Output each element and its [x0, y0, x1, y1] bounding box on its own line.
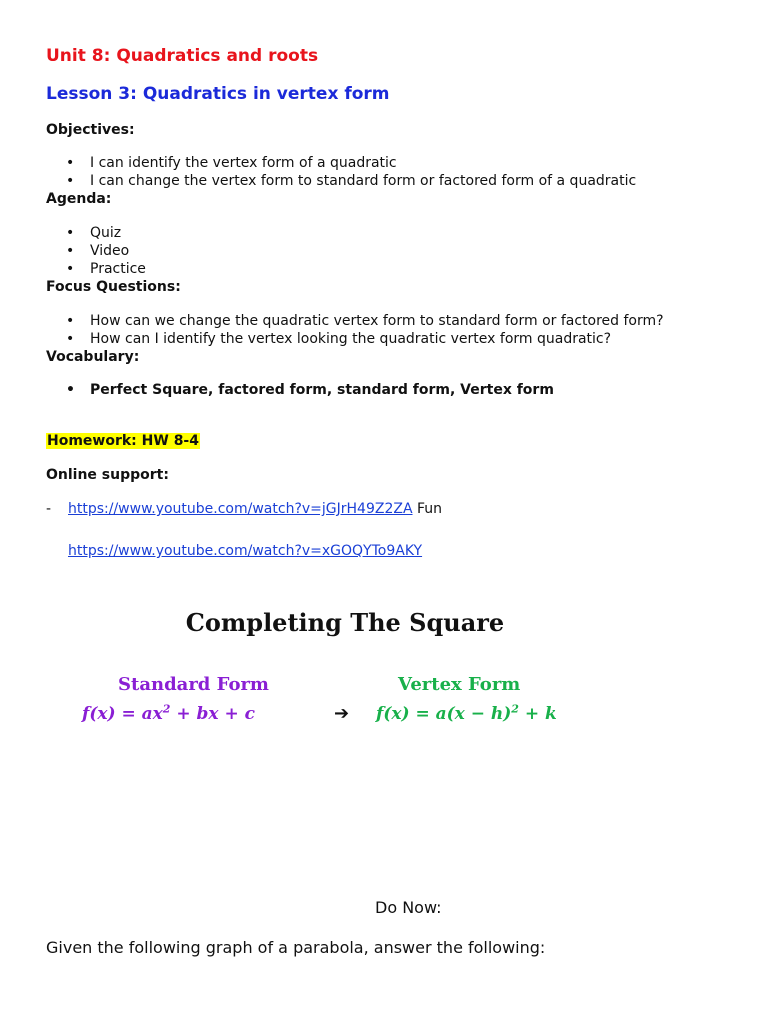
- equation-part: f(x) = a(x − h): [376, 704, 512, 724]
- equation-part: f(x) = ax: [82, 704, 163, 724]
- agenda-list: [64, 224, 146, 278]
- objectives-label: Objectives:: [46, 122, 135, 138]
- link-suffix: Fun: [416, 501, 443, 517]
- equation-exponent: 2: [162, 702, 171, 716]
- equation-part: + k: [518, 704, 557, 724]
- do-now-prompt: Given the following graph of a parabola, answer the following:: [46, 938, 546, 957]
- list-item: • I can identify the vertex form of a quadratic: [64, 154, 636, 172]
- list-dash: -: [46, 501, 52, 517]
- list-item: • Practice: [64, 260, 146, 278]
- equation-exponent: 2: [511, 702, 519, 716]
- online-link-row: [68, 501, 442, 517]
- standard-form-label: Standard Form: [118, 674, 269, 695]
- figure-title: Completing The Square: [185, 608, 505, 637]
- list-item: • I can change the vertex form to standard form or factored form of a quadratic: [64, 172, 636, 190]
- vertex-form-equation: [376, 704, 557, 724]
- list-item: • Quiz: [64, 224, 146, 242]
- do-now-heading: Do Now:: [375, 898, 442, 917]
- lesson-title: Lesson 3: Quadratics in vertex form: [46, 84, 390, 104]
- focus-questions-label: Focus Questions:: [46, 279, 181, 295]
- list-item: • How can we change the quadratic vertex form to standard form or factored form?: [64, 312, 664, 330]
- homework-highlight: Homework: HW 8-4: [47, 433, 199, 449]
- standard-form-equation: [82, 704, 255, 724]
- vocabulary-list: [64, 381, 554, 399]
- vocabulary-label: Vocabulary:: [46, 349, 140, 365]
- list-item: • Video: [64, 242, 146, 260]
- youtube-link-2[interactable]: https://www.youtube.com/watch?v=xGOQYTo9AKY: [68, 543, 423, 559]
- unit-title: Unit 8: Quadratics and roots: [46, 46, 319, 66]
- list-item: • How can I identify the vertex looking the quadratic vertex form quadratic?: [64, 330, 664, 348]
- list-item: • Perfect Square, factored form, standard form, Vertex form: [64, 381, 554, 399]
- online-support-label: Online support:: [46, 467, 169, 483]
- equation-part: + bx + c: [170, 704, 255, 724]
- youtube-link-1[interactable]: https://www.youtube.com/watch?v=jGJrH49Z2ZA: [68, 501, 413, 517]
- focus-questions-list: [64, 312, 664, 348]
- agenda-label: Agenda:: [46, 191, 112, 207]
- objectives-list: [64, 154, 636, 190]
- vertex-form-label: Vertex Form: [398, 674, 521, 695]
- arrow-icon: ➔: [334, 703, 350, 724]
